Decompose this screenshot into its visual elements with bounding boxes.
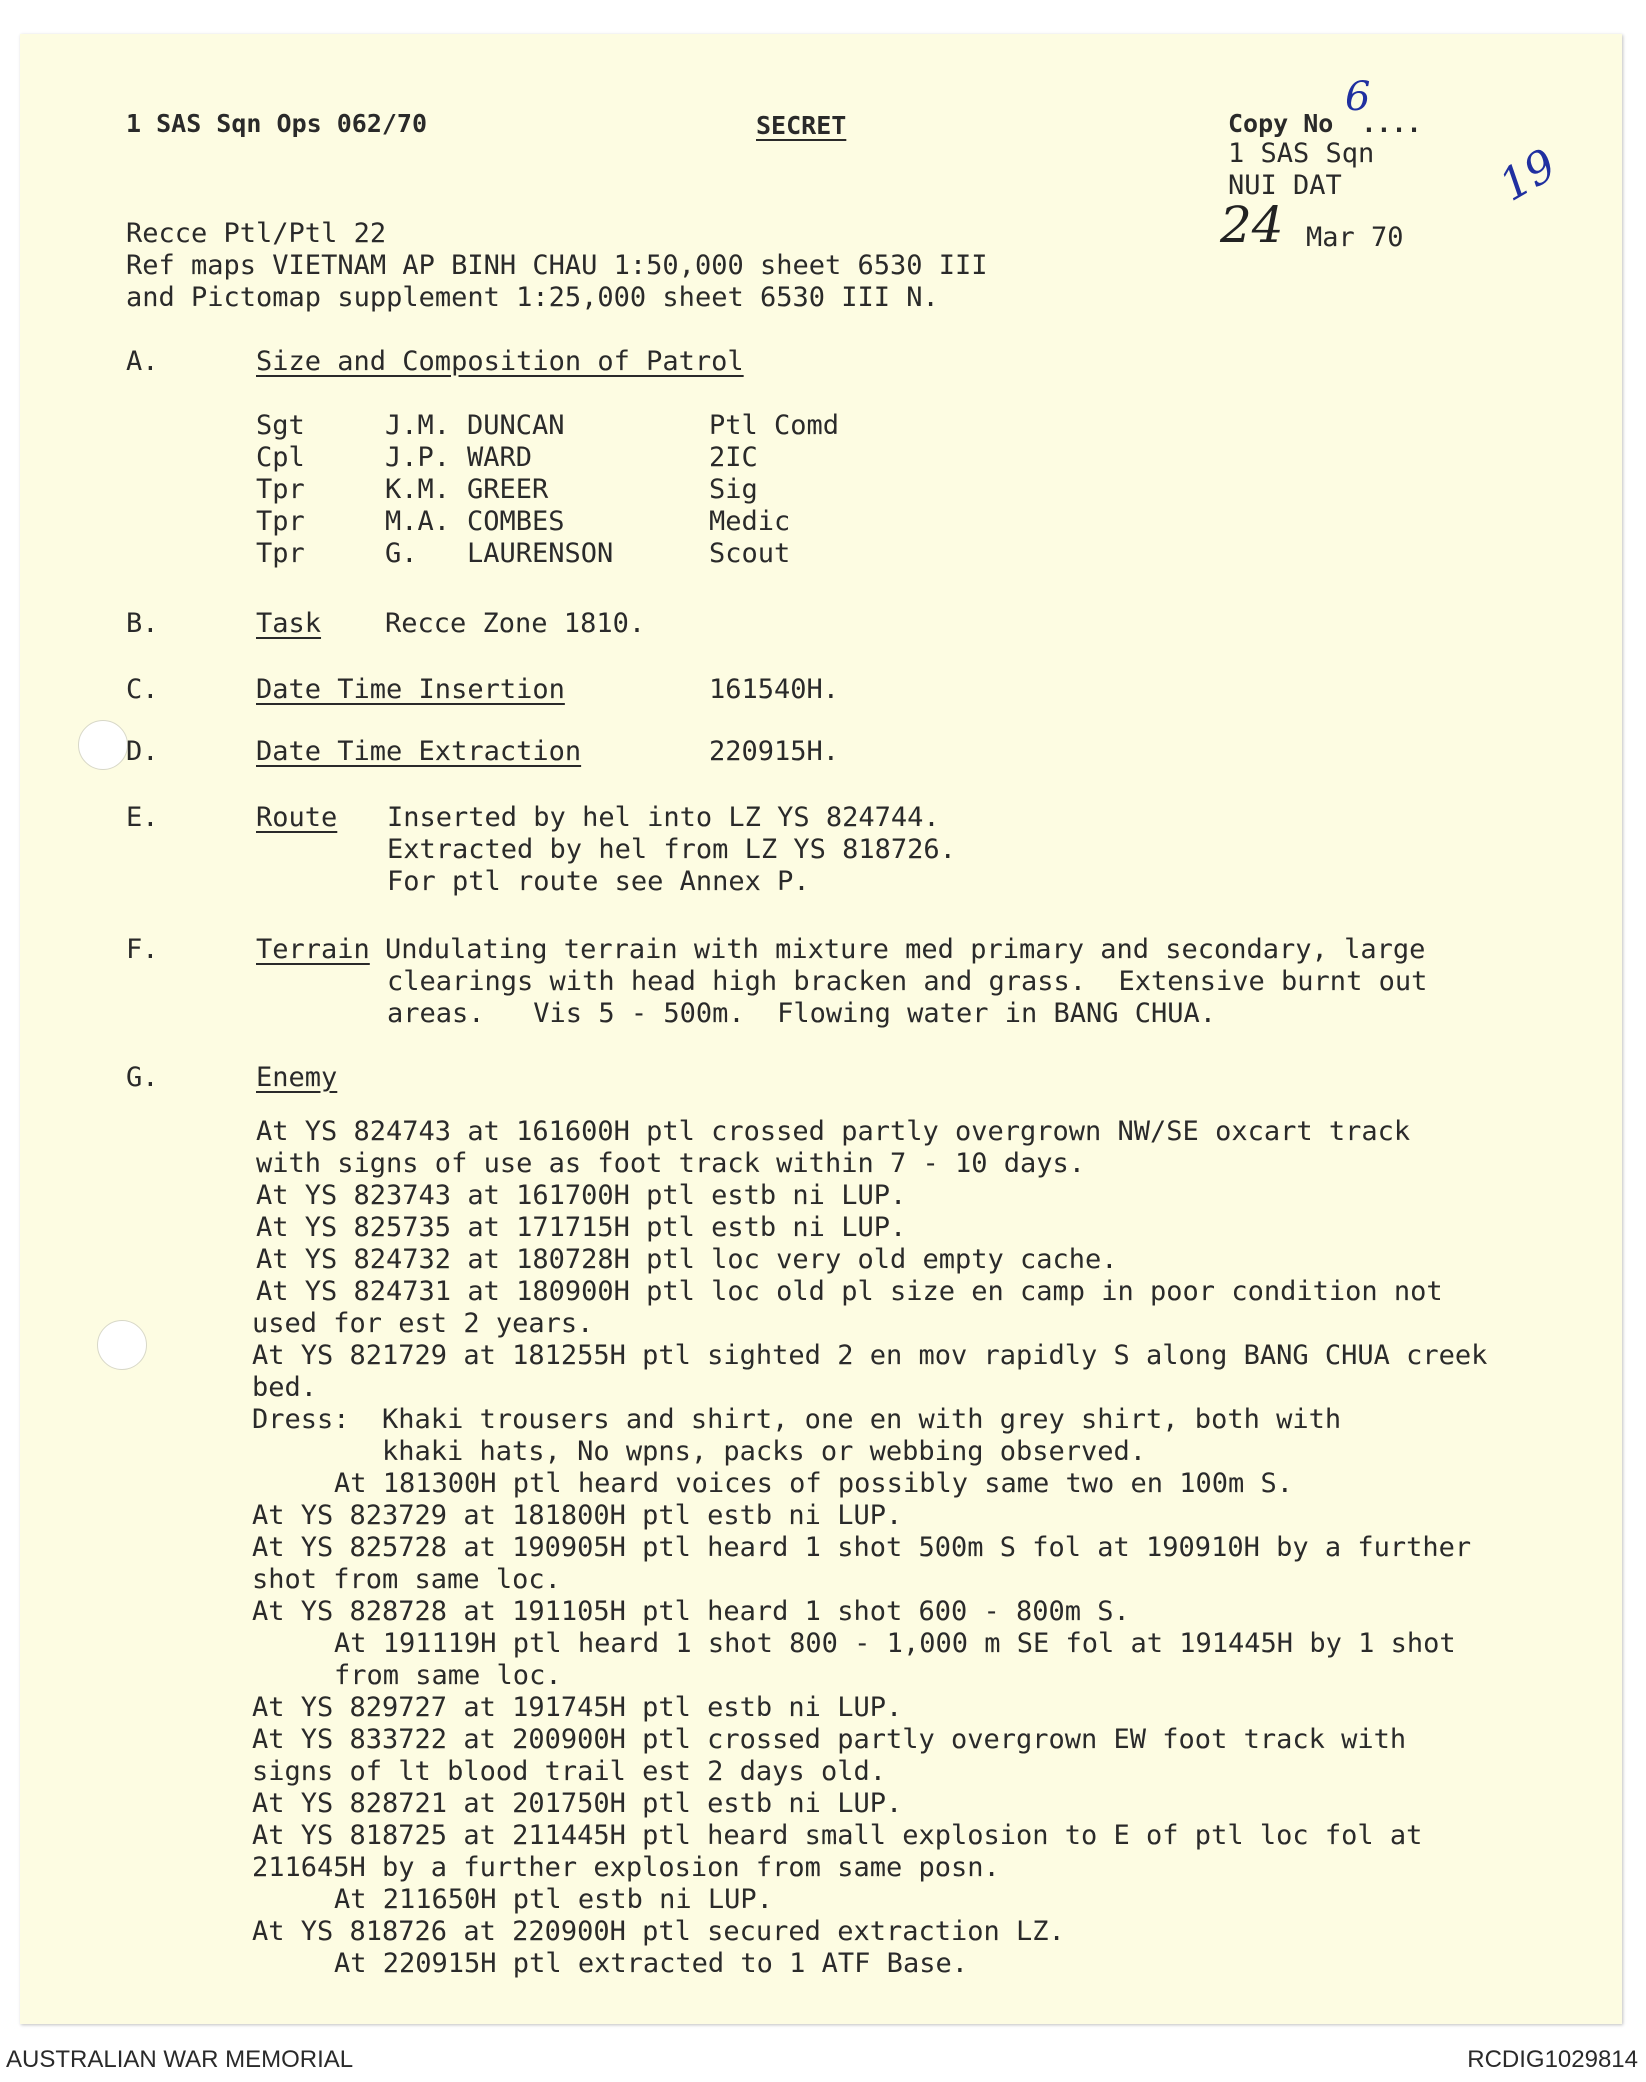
enemy-log-line: At YS 823743 at 161700H ptl estb ni LUP. (256, 1180, 907, 1211)
classification-header: SECRET (756, 111, 847, 140)
enemy-log-line: khaki hats, No wpns, packs or webbing observed. (382, 1436, 1147, 1467)
section-f-heading: Terrain (256, 934, 370, 965)
enemy-log-line: with signs of use as foot track within 7 - 10 days. (256, 1148, 1086, 1179)
map-reference-line-1: Ref maps VIETNAM AP BINH CHAU 1:50,000 sheet 6530 III (126, 250, 988, 281)
enemy-log-line: At YS 829727 at 191745H ptl estb ni LUP. (252, 1692, 903, 1723)
punch-hole-top (78, 720, 128, 770)
section-f-letter: F. (126, 934, 159, 965)
enemy-log-line: Dress: Khaki trousers and shirt, one en with grey shirt, both with (252, 1404, 1342, 1435)
insertion-time: 161540H. (709, 674, 840, 705)
enemy-log-line: At YS 824732 at 180728H ptl loc very old empty cache. (256, 1244, 1118, 1275)
member-rank: Tpr (256, 538, 305, 569)
enemy-log-line: At YS 828728 at 191105H ptl heard 1 shot 600 - 800m S. (252, 1596, 1130, 1627)
terrain-line: areas. Vis 5 - 500m. Flowing water in BANG CHUA. (387, 998, 1217, 1029)
enemy-log-line: bed. (252, 1372, 318, 1403)
member-rank: Tpr (256, 474, 305, 505)
enemy-log-line: At YS 828721 at 201750H ptl estb ni LUP. (252, 1788, 903, 1819)
patrol-designation: Recce Ptl/Ptl 22 (126, 218, 387, 249)
enemy-log-line: from same loc. (334, 1660, 562, 1691)
location-name: NUI DAT (1228, 170, 1342, 201)
member-initials: G. (385, 538, 418, 569)
enemy-log-line: At YS 818725 at 211445H ptl heard small explosion to E of ptl loc fol at (252, 1820, 1423, 1851)
route-line: For ptl route see Annex P. (387, 866, 810, 897)
member-role: Medic (709, 506, 791, 537)
route-line: Inserted by hel into LZ YS 824744. (387, 802, 940, 833)
date-month-year: Mar 70 (1306, 222, 1404, 253)
reference-number: 1 SAS Sqn Ops 062/70 (126, 109, 428, 138)
section-d-letter: D. (126, 736, 159, 767)
member-role: Sig (709, 474, 758, 505)
enemy-log-line: At YS 823729 at 181800H ptl estb ni LUP. (252, 1500, 903, 1531)
enemy-log-line: At YS 818726 at 220900H ptl secured extraction LZ. (252, 1916, 1065, 1947)
section-c-heading: Date Time Insertion (256, 674, 565, 705)
extraction-time: 220915H. (709, 736, 840, 767)
terrain-line: Undulating terrain with mixture med primary and secondary, large (385, 934, 1426, 965)
enemy-log-line: signs of lt blood trail est 2 days old. (252, 1756, 886, 1787)
enemy-log-line: At 181300H ptl heard voices of possibly same two en 100m S. (334, 1468, 1294, 1499)
route-line: Extracted by hel from LZ YS 818726. (387, 834, 956, 865)
member-surname: LAURENSON (467, 538, 614, 569)
terrain-line: clearings with head high bracken and grass. Extensive burnt out (387, 966, 1428, 997)
member-initials: M.A. (385, 506, 451, 537)
member-surname: WARD (467, 442, 533, 473)
enemy-log-line: At YS 825728 at 190905H ptl heard 1 shot 500m S fol at 190910H by a further (252, 1532, 1472, 1563)
section-e-letter: E. (126, 802, 159, 833)
section-b-letter: B. (126, 608, 159, 639)
section-d-heading: Date Time Extraction (256, 736, 582, 767)
enemy-log-line: At 191119H ptl heard 1 shot 800 - 1,000 m SE fol at 191445H by 1 shot (334, 1628, 1456, 1659)
section-e-heading: Route (256, 802, 338, 833)
archive-identifier: RCDIG1029814 (1467, 2046, 1638, 2073)
task-text: Recce Zone 1810. (385, 608, 646, 639)
member-surname: GREER (467, 474, 549, 505)
enemy-log-line: At YS 833722 at 200900H ptl crossed partly overgrown EW foot track with (252, 1724, 1407, 1755)
member-initials: J.P. (385, 442, 451, 473)
copy-label: Copy No .... (1228, 109, 1422, 138)
copy-number-handwritten: 6 (1345, 74, 1371, 120)
member-rank: Sgt (256, 410, 305, 441)
member-rank: Cpl (256, 442, 305, 473)
member-initials: J.M. (385, 410, 451, 441)
section-g-heading: Enemy (256, 1062, 338, 1093)
date-day-handwritten: 24 (1220, 196, 1284, 254)
enemy-log-line: 211645H by a further explosion from same posn. (252, 1852, 1000, 1883)
enemy-log-line: At YS 824743 at 161600H ptl crossed partly overgrown NW/SE oxcart track (256, 1116, 1411, 1147)
enemy-log-line: shot from same loc. (252, 1564, 561, 1595)
section-b-heading: Task (256, 608, 322, 639)
unit-name: 1 SAS Sqn (1228, 138, 1375, 169)
enemy-log-line: At YS 821729 at 181255H ptl sighted 2 en mov rapidly S along BANG CHUA creek (252, 1340, 1488, 1371)
enemy-log-line: At 211650H ptl estb ni LUP. (334, 1884, 773, 1915)
member-role: Ptl Comd (709, 410, 840, 441)
enemy-log-line: At YS 825735 at 171715H ptl estb ni LUP. (256, 1212, 907, 1243)
member-surname: COMBES (467, 506, 565, 537)
margin-page-number: 19 (1491, 139, 1565, 212)
section-a-heading: Size and Composition of Patrol (256, 346, 744, 377)
section-c-letter: C. (126, 674, 159, 705)
member-rank: Tpr (256, 506, 305, 537)
member-role: 2IC (709, 442, 758, 473)
enemy-log-line: At 220915H ptl extracted to 1 ATF Base. (334, 1948, 968, 1979)
section-a-letter: A. (126, 346, 159, 377)
punch-hole-bottom (97, 1320, 147, 1370)
member-initials: K.M. (385, 474, 451, 505)
archive-credit: AUSTRALIAN WAR MEMORIAL (6, 2046, 354, 2073)
member-surname: DUNCAN (467, 410, 565, 441)
member-role: Scout (709, 538, 791, 569)
enemy-log-line: used for est 2 years. (252, 1308, 594, 1339)
enemy-log-line: At YS 824731 at 180900H ptl loc old pl size en camp in poor condition not (256, 1276, 1443, 1307)
map-reference-line-2: and Pictomap supplement 1:25,000 sheet 6530 III N. (126, 282, 939, 313)
section-g-letter: G. (126, 1062, 159, 1093)
